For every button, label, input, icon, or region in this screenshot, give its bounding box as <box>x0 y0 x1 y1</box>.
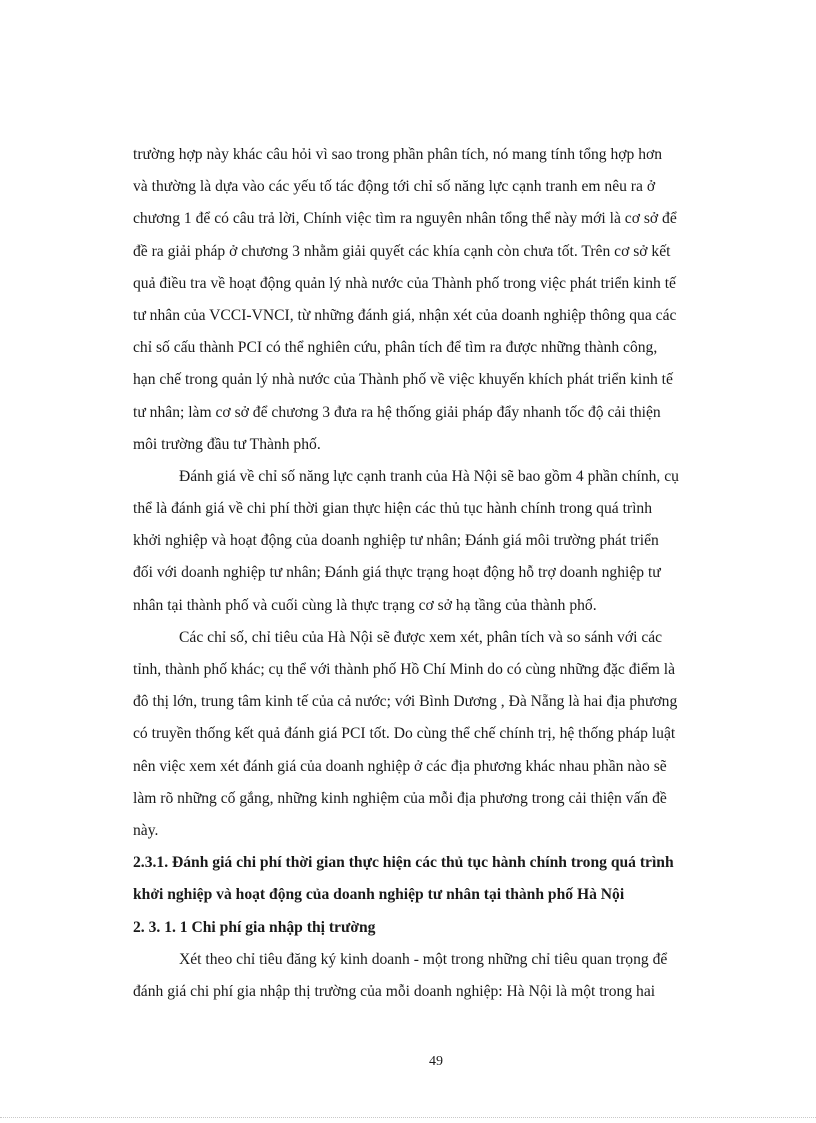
text-line: môi trường đầu tư Thành phố. <box>133 435 321 453</box>
text-line: đề ra giải pháp ở chương 3 nhằm giải quyết các khía cạnh còn chưa tốt. Trên cơ sở kết <box>133 242 671 260</box>
text-line: hạn chế trong quản lý nhà nước của Thành phố về việc khuyến khích phát triển kinh tế <box>133 371 673 389</box>
text-line: trường hợp này khác câu hỏi vì sao trong phần phân tích, nó mang tính tổng hợp hơn <box>133 146 663 163</box>
page-number: 49 <box>429 1054 443 1069</box>
text-line: tư nhân; làm cơ sở để chương 3 đưa ra hệ thống giải pháp đẩy nhanh tốc độ cải thiện <box>133 403 661 421</box>
text-line: và thường là dựa vào các yếu tố tác động tới chỉ số năng lực cạnh tranh em nêu ra ở <box>133 178 656 196</box>
section-heading: khởi nghiệp và hoạt động của doanh nghiệp tư nhân tại thành phố Hà Nội <box>133 886 625 904</box>
subsection-heading: 2. 3. 1. 1 Chi phí gia nhập thị trường <box>133 918 376 936</box>
text-line: quả điều tra về hoạt động quản lý nhà nước của Thành phố trong việc phát triển kinh tế <box>133 274 676 292</box>
section-heading: 2.3.1. Đánh giá chi phí thời gian thực hiện các thủ tục hành chính trong quá trình <box>133 854 674 872</box>
paragraph-start-line: Các chỉ số, chỉ tiêu của Hà Nội sẽ được xem xét, phân tích và so sánh với các <box>179 628 663 646</box>
text-line: đối với doanh nghiệp tư nhân; Đánh giá thực trạng hoạt động hỗ trợ doanh nghiệp tư <box>133 564 661 582</box>
text-line: chỉ số cấu thành PCI có thể nghiên cứu, phân tích để tìm ra được những thành công, <box>133 339 658 357</box>
page-bottom-divider <box>0 1117 816 1118</box>
text-line: nên việc xem xét đánh giá của doanh nghiệp ở các địa phương khác nhau phần nào sẽ <box>133 757 667 775</box>
text-line: tư nhân của VCCI-VNCI, từ những đánh giá, nhận xét của doanh nghiệp thông qua các <box>133 306 677 324</box>
text-line: đô thị lớn, trung tâm kinh tế của cả nước; với Bình Dương , Đà Nẵng là hai địa phương <box>133 693 678 711</box>
paragraph-start-line: Đánh giá về chỉ số năng lực cạnh tranh của Hà Nội sẽ bao gồm 4 phần chính, cụ <box>179 467 679 485</box>
text-line: làm rõ những cố gắng, những kinh nghiệm của mỗi địa phương trong cải thiện vấn đề <box>133 789 667 807</box>
text-line: khởi nghiệp và hoạt động của doanh nghiệp tư nhân; Đánh giá môi trường phát triển <box>133 532 659 550</box>
paragraph-start-line: Xét theo chỉ tiêu đăng ký kinh doanh - một trong những chỉ tiêu quan trọng để <box>179 950 668 968</box>
text-line: này. <box>133 821 159 839</box>
body-text <box>133 139 741 1008</box>
text-line: chương 1 để có câu trả lời, Chính việc tìm ra nguyên nhân tổng thể này mới là cơ sở để <box>133 210 677 228</box>
text-line: nhân tại thành phố và cuối cùng là thực trạng cơ sở hạ tầng của thành phố. <box>133 596 597 614</box>
text-line: thể là đánh giá về chi phí thời gian thực hiện các thủ tục hành chính trong quá trình <box>133 500 653 518</box>
text-line: đánh giá chi phí gia nhập thị trường của mỗi doanh nghiệp: Hà Nội là một trong hai <box>133 982 656 1000</box>
text-line: tỉnh, thành phố khác; cụ thể với thành phố Hồ Chí Minh do có cùng những đặc điểm là <box>133 661 676 678</box>
text-line: có truyền thống kết quả đánh giá PCI tốt. Do cùng thể chế chính trị, hệ thống pháp luật <box>133 725 676 743</box>
